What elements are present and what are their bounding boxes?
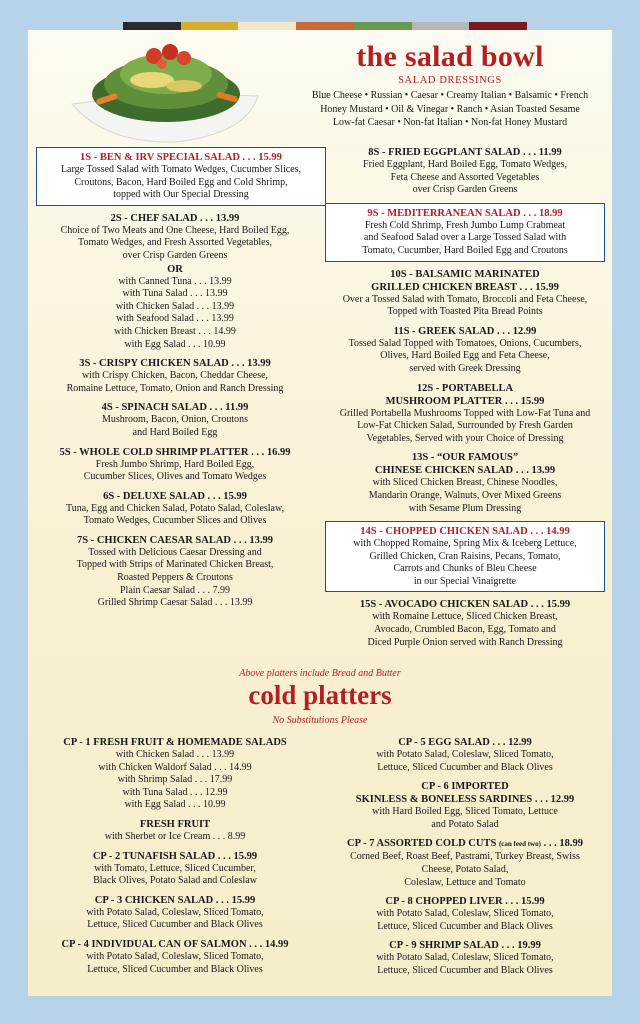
salads-right-column xyxy=(322,146,608,655)
platter-cp8: CP - 8 CHOPPED LIVER . . . 15.99 with Potato Salad, Coleslaw, Sliced Tomato, Lettuce, Sliced Cucumber and Black Olives xyxy=(376,896,554,932)
dressings-heading: SALAD DRESSINGS xyxy=(398,75,502,86)
platter-fresh-fruit: FRESH FRUIT with Sherbet or Ice Cream . . . 8.99 xyxy=(104,818,246,842)
menu-item-2s: 2S - CHEF SALAD . . . 13.99 Choice of Two Meats and One Cheese, Hard Boiled Egg, Tomato Wedges, and Fresh Assorted Vegetables, over Crisp Garden Greens OR with Canned Tuna . . . 13.99 with Tuna Salad . . . 13.99 with Chicken Salad . . . 13.99 with Seafood Salad . . . 13.99 with Chicken Breast . . . 14.99 with Egg Salad . . . 10.99 xyxy=(60,212,290,350)
menu-item-14s: 14S - CHOPPED CHICKEN SALAD . . . 14.99 with Chopped Romaine, Spring Mix & Iceberg Lettuce, Grilled Chicken, Cran Raisins, Pecans, Tomato, Carrots and Chunks of Bleu Cheese in our Special Vinaigrette xyxy=(325,521,605,592)
platter-cp7: CP - 7 ASSORTED COLD CUTS (can feed two) . . . 18.99 Corned Beef, Roast Beef, Pastrami, Turkey Breast, Swiss Cheese, Potato Salad, Coleslaw, Lettuce and Tomato xyxy=(347,838,583,888)
menu-item-3s: 3S - CRISPY CHICKEN SALAD . . . 13.99 with Crispy Chicken, Bacon, Cheddar Cheese, Romaine Lettuce, Tomato, Onion and Ranch Dressing xyxy=(66,358,284,394)
cold-platters-title: cold platters xyxy=(248,680,392,710)
dressings-list: Blue Cheese • Russian • Caesar • Creamy Italian • Balsamic • French Honey Mustard • Oil & Vinegar • Ranch • Asian Toasted Sesame Low-fat Caesar • Non-fat Italian • Non-fat Honey Mustard xyxy=(311,90,589,128)
menu-item-7s: 7S - CHICKEN CAESAR SALAD . . . 13.99 Tossed with Delicious Caesar Dressing and Topped with Strips of Marinated Chicken Breast, Roasted Peppers & Croutons Plain Caesar Salad . . . 7.99 Grilled Shrimp Caesar Salad . . . 13.99 xyxy=(76,534,274,609)
platter-cp1: CP - 1 FRESH FRUIT & HOMEMADE SALADS with Chicken Salad . . . 13.99 with Chicken Waldorf Salad . . . 14.99 with Shrimp Salad . . . 17.99 with Tuna Salad . . . 12.99 with Egg Salad . . . 10.99 xyxy=(63,737,287,811)
platter-cp6: CP - 6 IMPORTED SKINLESS & BONELESS SARDINES . . . 12.99 with Hard Boiled Egg, Sliced Tomato, Lettuce and Potato Salad xyxy=(355,781,575,830)
salads-left-column xyxy=(32,147,318,616)
platters-left-column xyxy=(40,736,310,982)
platter-cp5: CP - 5 EGG SALAD . . . 12.99 with Potato Salad, Coleslaw, Sliced Tomato, Lettuce, Sliced Cucumber and Black Olives xyxy=(376,737,554,773)
menu-item-11s: 11S - GREEK SALAD . . . 12.99 Tossed Salad Topped with Tomatoes, Onions, Cucumbers, Olives, Hard Boiled Egg and Feta Cheese, served with Greek Dressing xyxy=(348,325,582,374)
page-title: the salad bowl xyxy=(356,40,544,73)
menu-item-15s: 15S - AVOCADO CHICKEN SALAD . . . 15.99 with Romaine Lettuce, Sliced Chicken Breast, Avocado, Crumbled Bacon, Egg, Tomato and Diced Purple Onion served with Ranch Dressing xyxy=(359,599,571,648)
menu-item-6s: 6S - DELUXE SALAD . . . 15.99 Tuna, Egg and Chicken Salad, Potato Salad, Coleslaw, Tomato Wedges, Cucumber Slices and Olives xyxy=(65,490,285,527)
menu-item-13s: 13S - “OUR FAMOUS” CHINESE CHICKEN SALAD . . . 13.99 with Sliced Chicken Breast, Chinese Noodles, Mandarin Orange, Walnuts, Over Mixed Greens with Sesame Plum Dressing xyxy=(368,452,562,514)
bread-note: Above platters include Bread and Butter xyxy=(239,668,401,679)
platter-cp3: CP - 3 CHICKEN SALAD . . . 15.99 with Potato Salad, Coleslaw, Sliced Tomato, Lettuce, Sliced Cucumber and Black Olives xyxy=(86,894,264,931)
menu-item-5s: 5S - WHOLE COLD SHRIMP PLATTER . . . 16.99 Fresh Jumbo Shrimp, Hard Boiled Egg, Cucumber Slices, Olives and Tomato Wedges xyxy=(59,446,291,483)
platter-cp4: CP - 4 INDIVIDUAL CAN OF SALMON . . . 14.99 with Potato Salad, Coleslaw, Sliced Tomato, Lettuce, Sliced Cucumber and Black Olives xyxy=(61,938,289,975)
menu-item-9s: 9S - MEDITERRANEAN SALAD . . . 18.99 Fresh Cold Shrimp, Fresh Jumbo Lump Crabmeat and Seafood Salad over a Large Tossed Salad with Tomato, Cucumber, Hard Boiled Egg and Croutons xyxy=(325,203,605,262)
menu-item-4s: 4S - SPINACH SALAD . . . 11.99 Mushroom, Bacon, Onion, Croutons and Hard Boiled Egg xyxy=(101,402,249,438)
platter-cp9: CP - 9 SHRIMP SALAD . . . 19.99 with Potato Salad, Coleslaw, Sliced Tomato, Lettuce, Sliced Cucumber and Black Olives xyxy=(376,940,554,976)
salad-bowl-image xyxy=(66,34,266,146)
no-substitutions-note: No Substitutions Please xyxy=(272,715,368,726)
menu-item-8s: 8S - FRIED EGGPLANT SALAD . . . 11.99 Fried Eggplant, Hard Boiled Egg, Tomato Wedges, Feta Cheese and Assorted Vegetables over Crisp Garden Greens xyxy=(363,147,567,196)
platter-cp2: CP - 2 TUNAFISH SALAD . . . 15.99 with Tomato, Lettuce, Sliced Cucumber, Black Olives, Potato Salad and Coleslaw xyxy=(92,850,258,887)
menu-item-10s: 10S - BALSAMIC MARINATED GRILLED CHICKEN BREAST . . . 15.99 Over a Tossed Salad with Tomato, Broccoli and Feta Cheese, Topped with Toasted Pita Bread Points xyxy=(342,268,588,318)
menu-item-12s: 12S - PORTABELLA MUSHROOM PLATTER . . . 15.99 Grilled Portabella Mushrooms Topped with Low-Fat Tuna and Low-Fat Chicken Salad, Surrounded by Fresh Garden Vegetables, Served with your Choice of Dressing xyxy=(339,382,591,444)
menu-item-1s: 1S - BEN & IRV SPECIAL SALAD . . . 15.99 Large Tossed Salad with Tomato Wedges, Cucumber Slices, Croutons, Bacon, Hard Boiled Egg and Cold Shrimp, topped with Our Special Dressing xyxy=(36,147,326,206)
platters-right-column xyxy=(330,736,600,984)
color-stripe xyxy=(123,22,527,30)
